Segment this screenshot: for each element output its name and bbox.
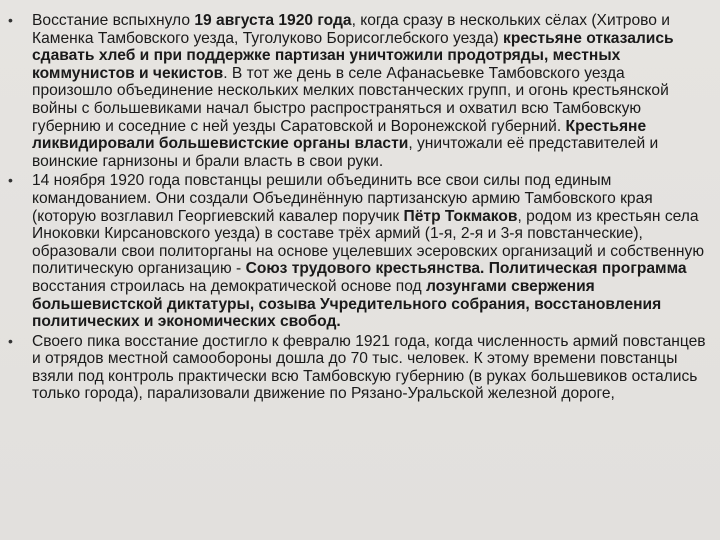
bold-text-run: 19 августа 1920 года <box>194 12 352 29</box>
bold-text-run: Крестьяне ликвидировали большевистские органы власти <box>32 117 647 153</box>
text-run: , уничтожали её представителей и воинские гарнизоны и брали власть в свои руки. <box>32 135 659 170</box>
text-run: 14 ноября 1920 года повстанцы решили объединить все свои силы под единым командованием. Они создали Объединённую партизанскую армию Тамбовского края (которую возглавил Георгиевский кавалер поручик <box>32 172 653 225</box>
bold-text-run: Пётр Токмаков <box>403 207 518 225</box>
text-run: . В тот же день в селе Афанасьевке Тамбовского уезда произошло объединение нескольких мелких повстанческих групп, и огонь крестьянской войны с большевиками начал быстро распространяться и охватил всю Тамбовскую губернию и соседние с ней уезды Саратовской и Воронежской губерний. <box>32 64 669 135</box>
bullet-icon: • <box>8 332 13 349</box>
paragraph-text <box>32 172 704 330</box>
bold-text-run: крестьяне отказались сдавать хлеб и при поддержке партизан уничтожили продотряды, местных коммунистов и чекистов <box>32 29 674 82</box>
list-item <box>8 12 708 170</box>
text-run: , родом из крестьян села Иноковки Кирсановского уезда) в составе трёх армий (1-я, 2-я и 3-я повстанческие), образовали свои политорганы на основе уцелевших эсеровских организаций и собственную политическую организацию - <box>32 207 705 278</box>
text-run: восстания строилась на демократической основе под <box>32 277 426 295</box>
text-run: Восстание вспыхнуло <box>32 12 195 29</box>
bold-text-run: Союз трудового крестьянства. Политическая программа <box>245 260 687 278</box>
paragraph-text <box>32 333 706 403</box>
text-run: , когда сразу в нескольких сёлах (Хитрово и Каменка Тамбовского уезда, Туголуково Борисоглебского уезда) <box>32 12 670 47</box>
list-item <box>8 332 708 403</box>
list-item <box>8 172 708 331</box>
paragraph-text <box>32 12 674 170</box>
text-run: Своего пика восстание достигло к февралю 1921 года, когда численность армий повстанцев и отрядов местной самообороны дошла до 70 тыс. человек. К этому времени повстанцы взяли под контроль практически всю Тамбовскую губернию (в руках большевиков остались только города), парализовали движение по Рязано-Уральской железной дороге, <box>32 332 706 403</box>
bullet-icon: • <box>8 172 13 189</box>
bullet-icon: • <box>8 12 13 28</box>
bold-text-run: лозунгами свержения большевистской диктатуры, созыва Учредительного собрания, восстановления политических и экономических свобод. <box>32 277 662 331</box>
bullet-list <box>8 12 708 405</box>
